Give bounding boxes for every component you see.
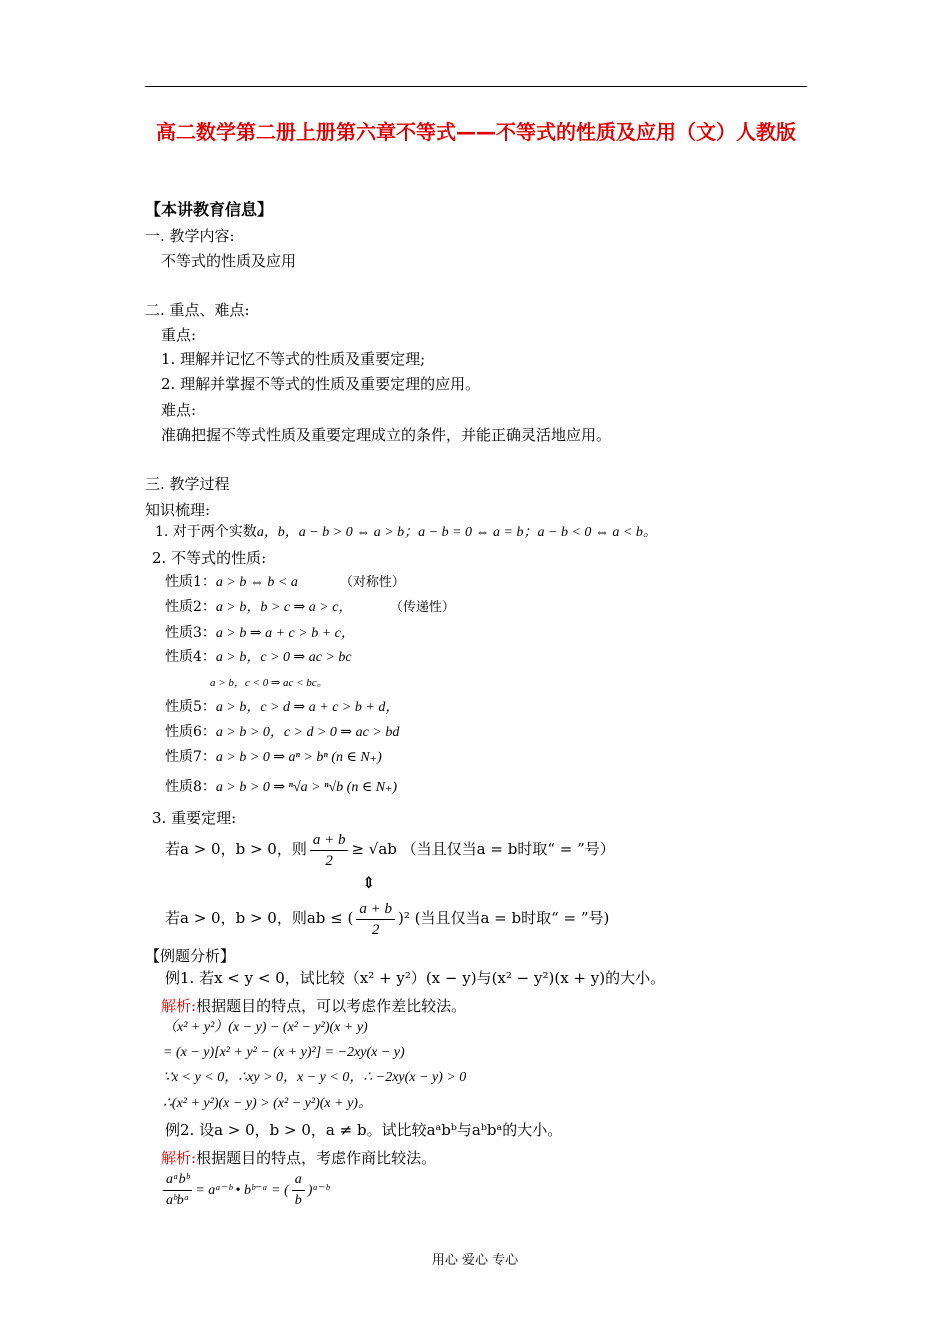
example-1-analysis	[161, 996, 466, 1016]
property-4-math: a > b，c > 0 ⇒ ac > bc	[215, 650, 352, 665]
document-title: 高二数学第二册上册第六章不等式——不等式的性质及应用（文）人教版	[156, 120, 796, 144]
property-2-label: 性质2：	[165, 599, 216, 615]
header-rule	[145, 86, 807, 87]
theorem-1-prefix: 若a > 0，b > 0，则	[165, 840, 307, 858]
example-2-step-1	[160, 1170, 329, 1212]
example-2-step-1-end: )ᵃ⁻ᵇ	[307, 1183, 330, 1198]
example-1-question: 例1. 若x < y < 0，试比较（x² + y²）(x − y)与(x² − y²)(x + y)的大小。	[165, 969, 666, 987]
property-8	[165, 777, 397, 798]
theorem-1-suffix: ≥ √ab （当且仅当a = b时取“ = ”号）	[351, 840, 615, 858]
theorem-1-numerator: a + b	[310, 830, 349, 851]
property-4-negative: a > b，c < 0 ⇒ ac < bc。	[210, 677, 328, 689]
section-2-heading: 二. 重点、难点:	[145, 301, 250, 319]
property-3-label: 性质3：	[165, 625, 216, 641]
property-1-label: 性质1：	[165, 574, 216, 590]
theorem-2	[165, 897, 609, 940]
property-5-math: a > b，c > d ⇒ a + c > b + d，	[215, 700, 400, 715]
property-2-note: （传递性）	[396, 600, 455, 615]
property-4-label: 性质4：	[165, 649, 216, 665]
property-3-math: a > b ⇒ a + c > b + c，	[215, 626, 355, 641]
example-2-ratio	[292, 1170, 305, 1211]
key-points-label: 重点:	[161, 326, 197, 344]
theorem-1-denominator: 2	[325, 852, 333, 869]
property-7-label: 性质7：	[165, 749, 216, 765]
example-2-ratio-numerator: a	[292, 1170, 305, 1191]
property-7-math: a > b > 0 ⇒ aⁿ > bⁿ (n ∈ N₊)	[215, 750, 382, 765]
property-6-math: a > b > 0，c > d > 0 ⇒ ac > bd	[215, 725, 400, 740]
knowledge-summary-label: 知识梳理:	[145, 501, 211, 519]
theorem-2-denominator: 2	[371, 921, 380, 938]
property-1	[165, 572, 405, 593]
theorem-2-prefix: 若a > 0，b > 0，则ab ≤ (	[165, 909, 354, 927]
theorem-2-suffix: )² (当且仅当a = b时取“ = ”号)	[397, 909, 610, 927]
property-7	[165, 747, 382, 768]
property-5	[165, 697, 399, 718]
knowledge-item-1-math: a，b，a − b > 0 ⇔ a > b；a − b = 0 ⇔ a = b；a − b < 0 ⇔ a < b。	[256, 525, 657, 540]
example-2-quotient-denominator: aᵇbᵃ	[166, 1193, 190, 1209]
key-point-1: 1. 理解并记忆不等式的性质及重要定理;	[161, 350, 426, 368]
example-2-analysis	[161, 1148, 436, 1168]
equivalence-arrow: ⇕	[362, 873, 376, 892]
property-1-math: a > b ⇔ b < a	[215, 575, 298, 590]
example-2-quotient-numerator: aᵃbᵇ	[163, 1170, 192, 1191]
example-2-quotient	[163, 1170, 192, 1211]
knowledge-item-1	[155, 522, 657, 543]
theorem-2-numerator: a + b	[356, 899, 395, 920]
property-2-math: a > b，b > c ⇒ a > c，	[215, 600, 353, 615]
section-info-heading: 【本讲教育信息】	[145, 200, 274, 219]
section-3-heading: 三. 教学过程	[145, 475, 230, 493]
theorem-2-fraction	[356, 899, 395, 940]
theorem-1	[165, 828, 615, 871]
important-theorems-heading: 3. 重要定理:	[152, 809, 237, 827]
example-1-step-3: ∵x < y < 0，∴xy > 0，x − y < 0，∴ −2xy(x − y) > 0	[163, 1070, 467, 1085]
property-8-label: 性质8：	[165, 779, 216, 795]
property-6-label: 性质6：	[165, 724, 216, 740]
examples-heading: 【例题分析】	[145, 947, 236, 965]
example-2-analysis-text: 根据题目的特点，考虑作商比较法。	[196, 1149, 437, 1167]
difficult-point-1: 准确把握不等式性质及重要定理成立的条件，并能正确灵活地应用。	[161, 426, 612, 444]
page-footer: 用心 爱心 专心	[431, 1253, 519, 1268]
knowledge-item-2: 2. 不等式的性质:	[152, 549, 267, 567]
property-3	[165, 623, 355, 644]
section-1-heading: 一. 教学内容:	[145, 227, 235, 245]
example-1-analysis-text: 根据题目的特点，可以考虑作差比较法。	[196, 997, 467, 1015]
property-2	[165, 597, 455, 618]
property-1-note: （对称性）	[339, 575, 405, 590]
section-1-body: 不等式的性质及应用	[161, 252, 297, 270]
property-8-math: a > b > 0 ⇒ ⁿ√a > ⁿ√b (n ∈ N₊)	[215, 780, 398, 795]
example-2-question: 例2. 设a > 0，b > 0，a ≠ b。试比较aᵃbᵇ与aᵇbᵃ的大小。	[165, 1121, 563, 1139]
knowledge-item-1-prefix: 1. 对于两个实数	[155, 524, 257, 540]
property-4	[165, 647, 352, 668]
example-2-ratio-denominator: b	[294, 1193, 302, 1209]
example-1-step-1: （x² + y²）(x − y) − (x² − y²)(x + y)	[163, 1020, 368, 1035]
example-2-analysis-label: 解析:	[161, 1149, 197, 1167]
theorem-1-fraction	[310, 830, 349, 871]
example-1-step-2: = (x − y)[x² + y² − (x + y)²] = −2xy(x − y)	[163, 1045, 405, 1060]
key-point-2: 2. 理解并掌握不等式的性质及重要定理的应用。	[161, 375, 481, 393]
example-1-step-4: ∴(x² + y²)(x − y) > (x² − y²)(x + y)。	[163, 1096, 372, 1111]
example-2-step-1-middle: = aᵃ⁻ᵇ • bᵇ⁻ᵃ = (	[195, 1183, 289, 1198]
property-5-label: 性质5：	[165, 699, 216, 715]
property-6	[165, 722, 399, 743]
example-1-analysis-label: 解析:	[161, 997, 197, 1015]
difficult-points-label: 难点:	[161, 401, 197, 419]
